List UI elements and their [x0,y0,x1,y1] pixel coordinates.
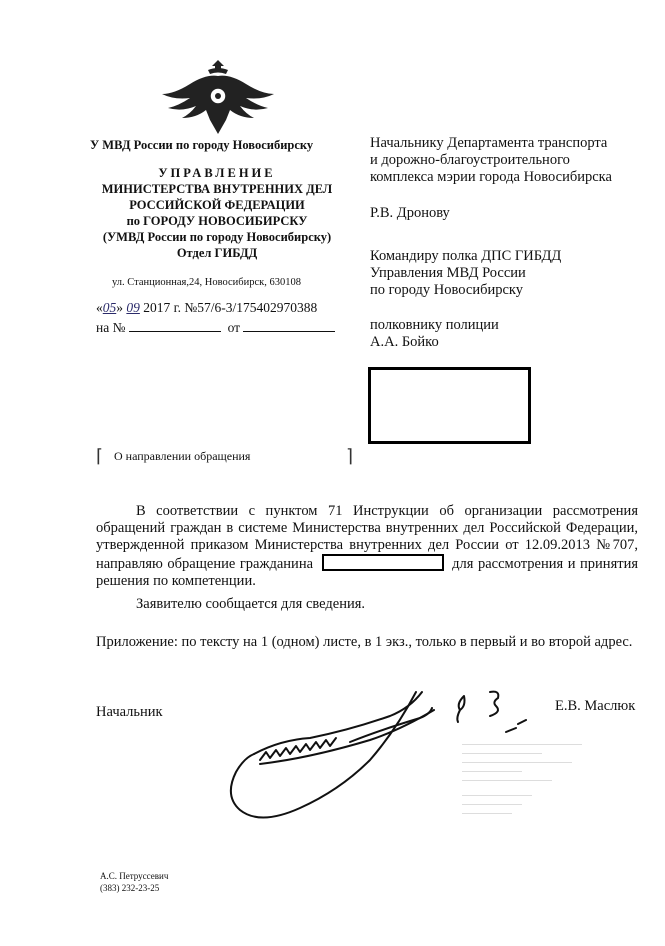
outgoing-date-number [96,300,317,316]
recipient-2-line-2: Управления МВД России [370,265,526,281]
recipient-2-rank: полковнику полиции [370,317,499,333]
signatory-title: Начальник [96,704,163,720]
from-date-blank [243,331,335,332]
in-reply-line [96,320,335,336]
recipient-1 [370,135,650,222]
in-reply-number-blank [129,331,221,332]
letterhead-block [86,165,348,261]
department-name: У МВД России по городу Новосибирску [90,138,314,152]
recipient-2-line-1: Командиру полка ДПС ГИБДД [370,248,562,264]
subject-bracket-right: ⌉ [346,446,354,467]
recipient-1-name: Р.В. Дронову [370,205,450,221]
subject-line: О направлении обращения [114,449,251,463]
date-year-number: 2017 г. №57/6-3/175402970388 [143,300,318,315]
recipient-1-line-3: комплекса мэрии города Новосибирска [370,169,612,185]
recipient-2-name: А.А. Бойко [370,334,439,350]
handwritten-signature [220,680,540,826]
unit-line: Отдел ГИБДД [176,246,258,260]
redacted-citizen-name [322,554,444,571]
body-paragraph-1-text: В соответствии с пунктом 71 Инструкции об организации рассмотрения обращений граждан в системе Министерства внутренних дел Российской Федерации, утвержденной приказом Министерства внутренних дел России от 12.09.2013 №707, направляю обращение гражданина [96,503,638,572]
date-quote-close: » [116,300,123,315]
signatory-name: Е.В. Маслюк [555,698,636,714]
directorate-title: УПРАВЛЕНИЕ [158,166,276,180]
ministry-line-1: МИНИСТЕРСТВА ВНУТРЕННИХ ДЕЛ [101,182,333,196]
executor-name: А.С. Петруссевич [100,871,169,881]
abbreviation-line: (УМВД России по городу Новосибирску) [102,230,332,244]
body-paragraph-1 [96,503,638,590]
body-paragraph-1-tail: для рассмотрения и принятия решения по компетенции. [96,556,639,589]
recipient-1-line-2: и дорожно-благоустроительного [370,152,570,168]
sender-address: ул. Станционная,24, Новосибирск, 630108 [112,277,301,288]
in-reply-label: на № [96,320,126,335]
executor-phone: (383) 232-23-25 [100,883,160,893]
date-month: 09 [126,300,140,315]
body-paragraph-2: Заявителю сообщается для сведения. [136,596,366,612]
subject-bracket-left: ⌈ [96,446,104,467]
attachment-note: Приложение: по тексту на 1 (одном) листе, в 1 экз., только в первый и во второй адрес. [96,634,633,650]
from-label: от [227,320,241,335]
recipient-1-line-1: Начальнику Департамента транспорта [370,135,608,151]
redacted-box [368,367,531,444]
recipient-2-line-3: по городу Новосибирску [370,282,523,298]
date-day: 05 [102,300,117,315]
ministry-line-2: РОССИЙСКОЙ ФЕДЕРАЦИИ [129,198,305,212]
recipient-2 [370,248,650,351]
date-quote-open: « [96,300,103,315]
city-line: по ГОРОДУ НОВОСИБИРСКУ [126,214,308,228]
double-headed-eagle-emblem [160,60,276,134]
